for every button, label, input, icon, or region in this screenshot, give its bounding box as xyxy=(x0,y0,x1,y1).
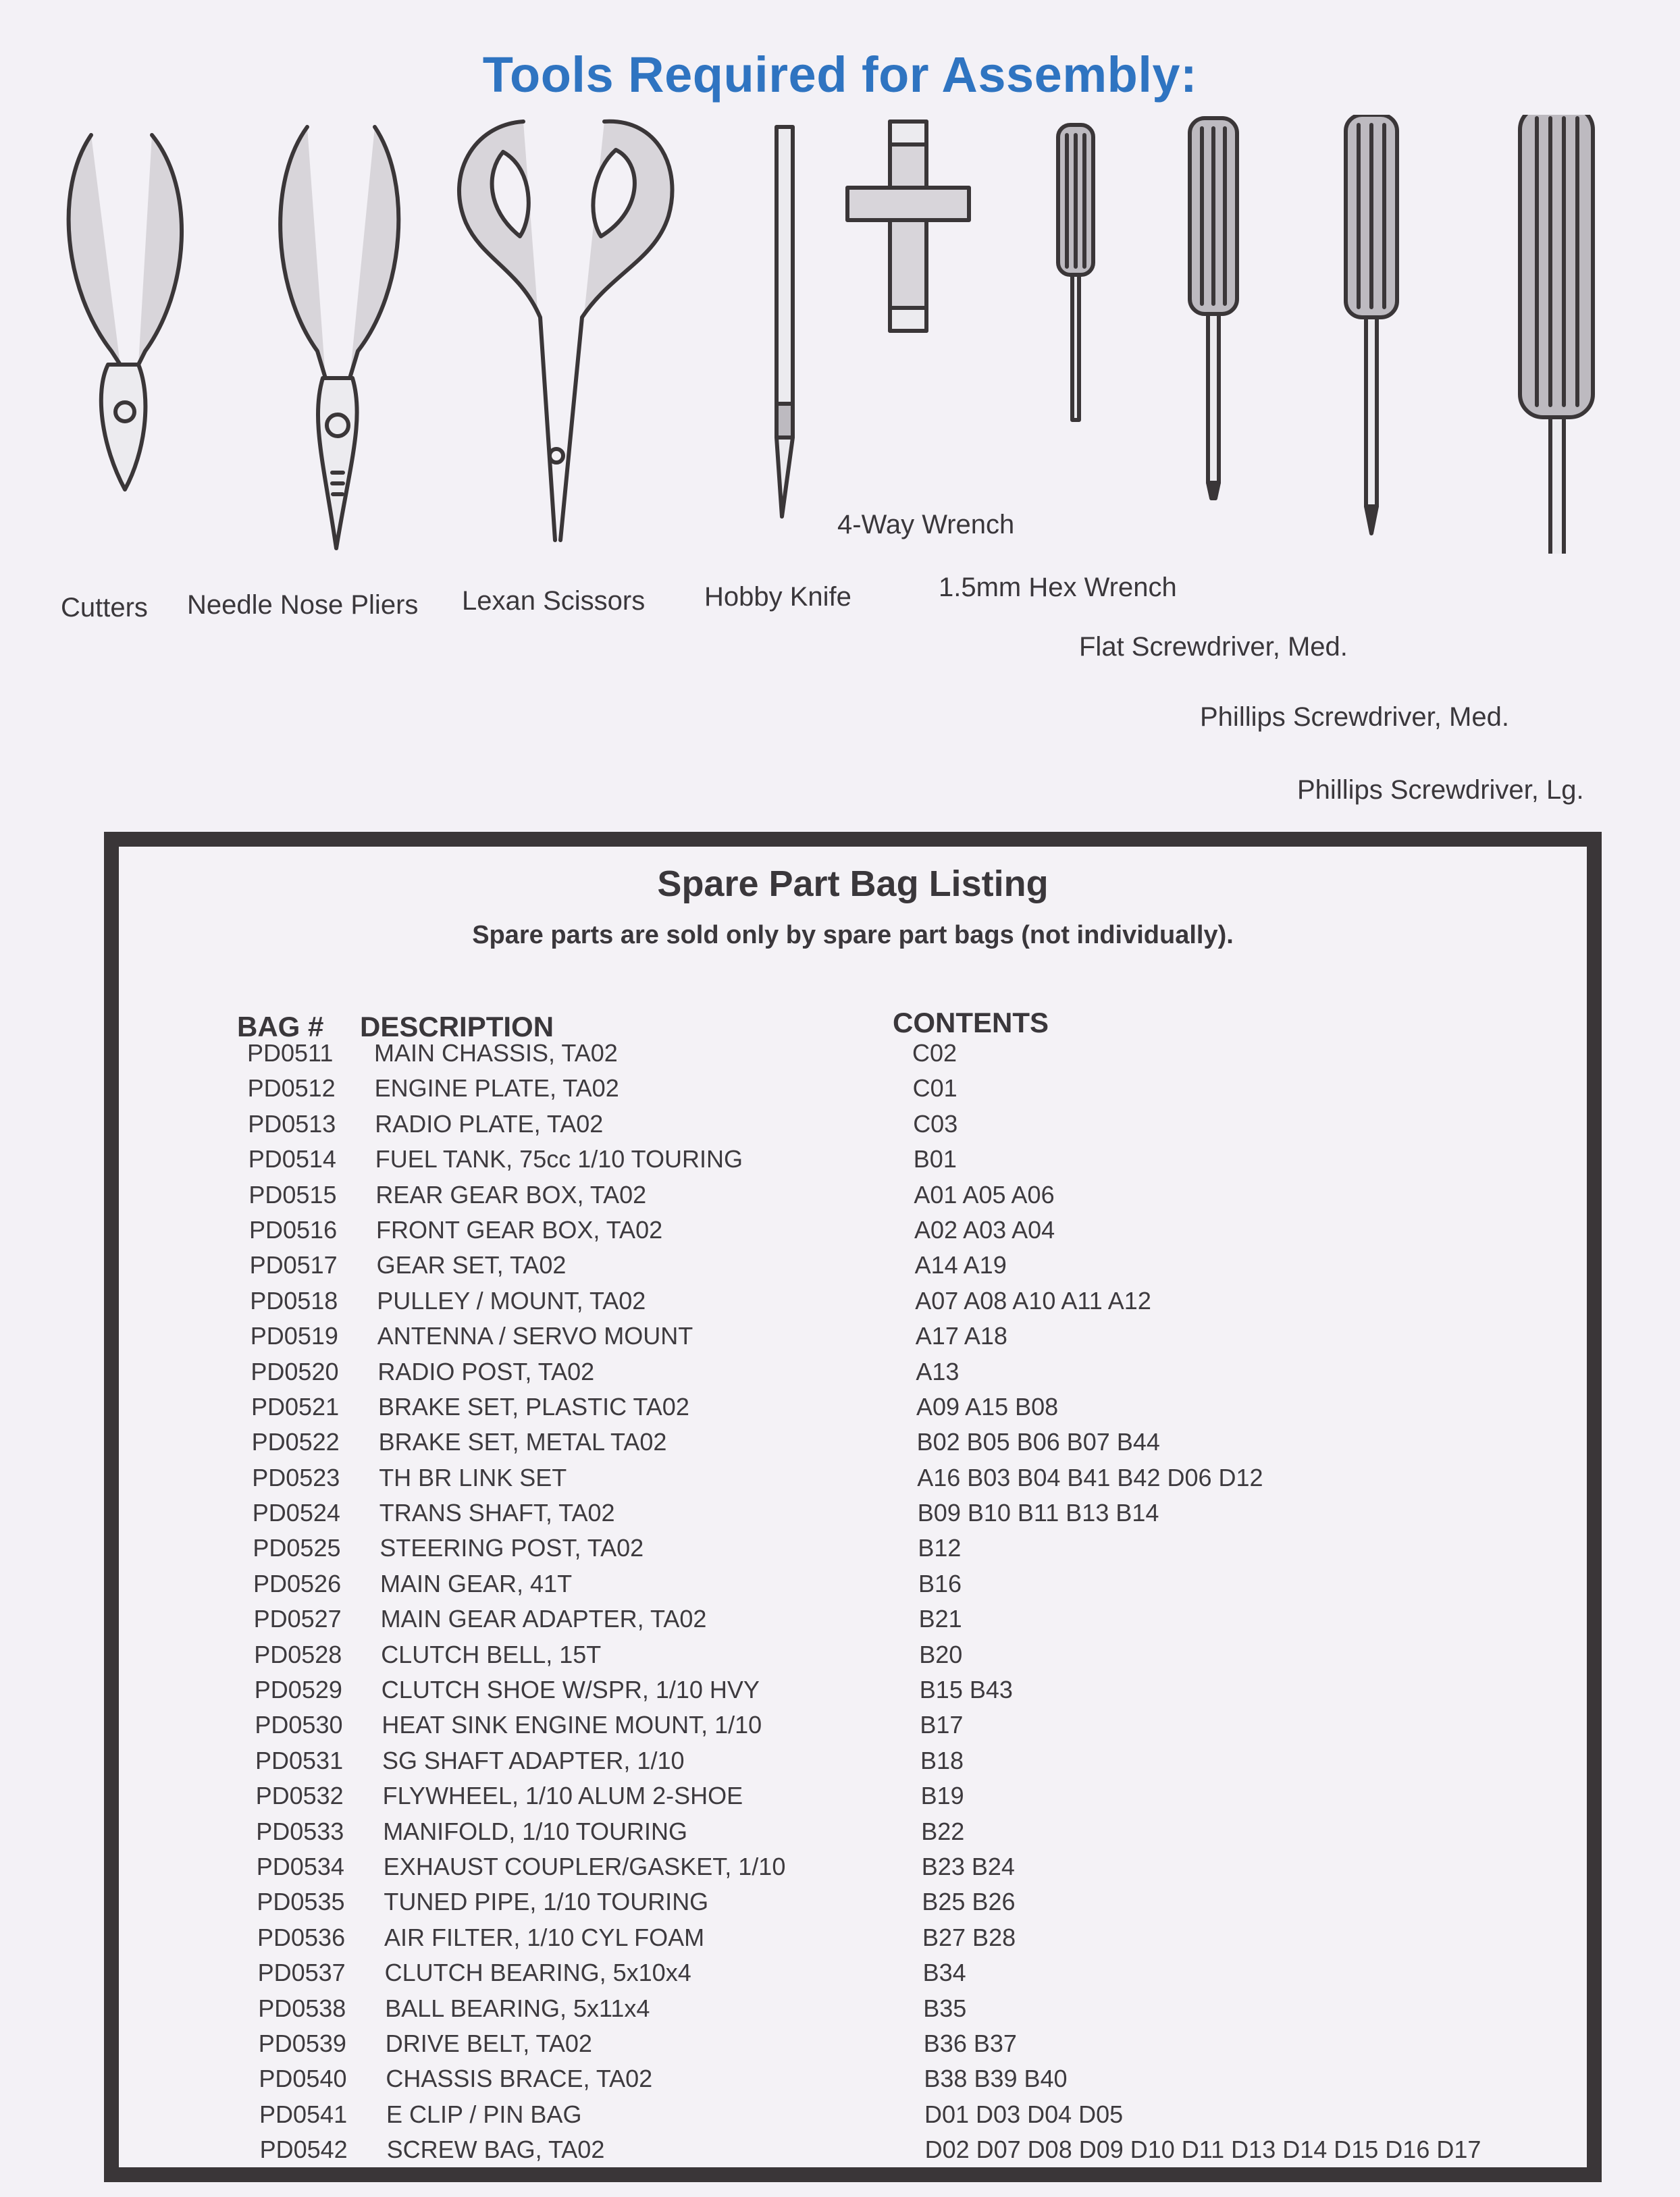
part-contents: B25 B26 xyxy=(922,1888,1016,1916)
bag-number: PD0521 xyxy=(251,1392,340,1421)
bag-number: PD0525 xyxy=(253,1534,341,1562)
table-row xyxy=(253,1499,1598,1534)
bag-number: PD0518 xyxy=(250,1286,338,1315)
part-description: E CLIP / PIN BAG xyxy=(386,2100,582,2128)
part-contents: B15 B43 xyxy=(919,1676,1013,1704)
part-contents: B20 xyxy=(919,1640,963,1668)
table-row xyxy=(259,2100,1598,2136)
part-description: FLYWHEEL, 1/10 ALUM 2-SHOE xyxy=(382,1782,743,1810)
bag-number: PD0516 xyxy=(249,1215,338,1244)
part-description: REAR GEAR BOX, TA02 xyxy=(375,1180,647,1209)
tool-label-hobby-knife: Hobby Knife xyxy=(704,582,851,612)
header-description: DESCRIPTION xyxy=(360,1011,554,1042)
table-row xyxy=(256,1818,1598,1853)
bag-number: PD0513 xyxy=(248,1109,336,1138)
bag-number: PD0539 xyxy=(258,2029,346,2057)
part-description: ENGINE PLATE, TA02 xyxy=(374,1074,619,1103)
table-row xyxy=(258,1994,1598,2030)
part-contents: B35 xyxy=(923,1994,967,2022)
bag-number: PD0526 xyxy=(253,1569,342,1597)
hex-wrench-icon xyxy=(1058,125,1093,420)
part-description: MAIN GEAR, 41T xyxy=(380,1569,573,1597)
bag-number: PD0517 xyxy=(249,1251,338,1279)
flat-screwdriver-icon xyxy=(1190,118,1237,498)
part-contents: A07 A08 A10 A11 A12 xyxy=(915,1286,1151,1315)
table-row xyxy=(248,1110,1598,1145)
table-row xyxy=(254,1641,1598,1676)
part-contents: B36 B37 xyxy=(923,2029,1017,2057)
part-description: EXHAUST COUPLER/GASKET, 1/10 xyxy=(383,1852,786,1880)
part-description: FRONT GEAR BOX, TA02 xyxy=(376,1215,663,1244)
bag-number: PD0529 xyxy=(254,1676,342,1704)
part-contents: B19 xyxy=(920,1782,964,1810)
bag-number: PD0534 xyxy=(256,1852,344,1880)
bag-number: PD0540 xyxy=(259,2065,347,2093)
table-row xyxy=(247,1039,1598,1074)
part-description: TUNED PIPE, 1/10 TOURING xyxy=(384,1888,709,1916)
table-row xyxy=(256,1782,1598,1817)
spare-part-listing-box xyxy=(104,832,1602,2182)
bag-number: PD0530 xyxy=(255,1711,343,1739)
part-contents: B16 xyxy=(918,1569,962,1597)
bag-number: PD0527 xyxy=(253,1605,342,1633)
part-contents: B23 B24 xyxy=(921,1852,1015,1880)
table-row xyxy=(255,1711,1598,1746)
phillips-screwdriver-lg-icon xyxy=(1520,115,1593,554)
part-description: STEERING POST, TA02 xyxy=(379,1534,644,1562)
part-description: PULLEY / MOUNT, TA02 xyxy=(377,1286,646,1315)
table-row xyxy=(259,2065,1598,2100)
hobby-knife-icon xyxy=(777,127,793,517)
bag-number: PD0524 xyxy=(252,1499,340,1527)
part-description: CLUTCH BEARING, 5x10x4 xyxy=(384,1959,691,1987)
part-contents: A14 A19 xyxy=(914,1251,1007,1279)
tool-label-cutters: Cutters xyxy=(61,593,148,623)
bag-number: PD0538 xyxy=(258,1994,346,2022)
tool-label-phillips-screwdriver-med: Phillips Screwdriver, Med. xyxy=(1200,702,1509,732)
bag-number: PD0511 xyxy=(247,1039,334,1067)
part-contents: B21 xyxy=(918,1605,962,1633)
table-row xyxy=(254,1605,1598,1640)
header-contents: CONTENTS xyxy=(893,1007,1049,1038)
part-contents: B22 xyxy=(921,1817,965,1845)
bag-number: PD0537 xyxy=(257,1959,346,1987)
part-contents: A13 xyxy=(916,1357,960,1385)
bag-number: PD0522 xyxy=(251,1428,340,1456)
table-row xyxy=(259,2030,1598,2065)
part-contents: C03 xyxy=(913,1109,958,1138)
cutters-icon xyxy=(69,135,182,489)
part-contents: C02 xyxy=(912,1039,957,1067)
tool-label-lexan-scissors: Lexan Scissors xyxy=(462,586,646,616)
part-contents: A02 A03 A04 xyxy=(914,1215,1055,1244)
table-row xyxy=(249,1216,1598,1251)
part-contents: C01 xyxy=(912,1074,957,1103)
part-description: TRANS SHAFT, TA02 xyxy=(379,1499,615,1527)
bag-number: PD0541 xyxy=(259,2100,348,2128)
part-contents: B34 xyxy=(922,1959,966,1987)
part-contents: B27 B28 xyxy=(922,1923,1016,1951)
bag-number: PD0531 xyxy=(255,1746,344,1774)
bag-number: PD0512 xyxy=(247,1074,336,1103)
part-description: ANTENNA / SERVO MOUNT xyxy=(377,1322,693,1350)
part-description: CHASSIS BRACE, TA02 xyxy=(386,2065,653,2093)
tool-label-hex-wrench: 1.5mm Hex Wrench xyxy=(939,573,1177,602)
part-contents: A16 B03 B04 B41 B42 D06 D12 xyxy=(917,1463,1263,1491)
part-contents: B01 xyxy=(913,1145,957,1173)
part-description: SCREW BAG, TA02 xyxy=(386,2136,605,2164)
bag-number: PD0533 xyxy=(256,1817,344,1845)
part-description: FUEL TANK, 75cc 1/10 TOURING xyxy=(375,1145,743,1173)
bag-number: PD0523 xyxy=(252,1463,340,1491)
part-contents: B18 xyxy=(920,1746,964,1774)
page-title: Tools Required for Assembly: xyxy=(482,47,1198,103)
table-row xyxy=(250,1287,1598,1322)
bag-number: PD0528 xyxy=(254,1640,342,1668)
table-row xyxy=(253,1570,1598,1605)
part-description: MANIFOLD, 1/10 TOURING xyxy=(383,1817,687,1845)
table-row xyxy=(251,1358,1598,1393)
tool-label-flat-screwdriver: Flat Screwdriver, Med. xyxy=(1079,632,1348,662)
bag-number: PD0514 xyxy=(248,1145,336,1173)
part-description: TH BR LINK SET xyxy=(379,1463,567,1491)
part-description: MAIN GEAR ADAPTER, TA02 xyxy=(380,1605,707,1633)
table-row xyxy=(257,1924,1598,1959)
table-row xyxy=(251,1393,1598,1428)
part-contents: B09 B10 B11 B13 B14 xyxy=(917,1499,1159,1527)
four-way-wrench-icon xyxy=(847,122,969,331)
spare-subtitle: Spare parts are sold only by spare part bags (not individually). xyxy=(472,921,1234,949)
table-row xyxy=(258,1959,1598,1994)
table-row xyxy=(248,1074,1598,1109)
table-row xyxy=(255,1676,1598,1711)
part-contents: A09 A15 B08 xyxy=(916,1392,1059,1421)
tool-label-four-way-wrench: 4-Way Wrench xyxy=(837,510,1015,539)
part-description: CLUTCH BELL, 15T xyxy=(381,1640,602,1668)
part-description: HEAT SINK ENGINE MOUNT, 1/10 xyxy=(382,1711,762,1739)
table-row xyxy=(252,1428,1598,1463)
lexan-scissors-icon xyxy=(459,122,673,540)
bag-number: PD0536 xyxy=(257,1923,346,1951)
tool-label-needle-nose-pliers: Needle Nose Pliers xyxy=(187,590,419,620)
part-contents: B38 B39 B40 xyxy=(924,2065,1068,2093)
part-description: CLUTCH SHOE W/SPR, 1/10 HVY xyxy=(381,1676,760,1704)
header-bag: BAG # xyxy=(237,1011,324,1042)
spare-title: Spare Part Bag Listing xyxy=(657,864,1049,904)
part-contents: D01 D03 D04 D05 xyxy=(924,2100,1124,2128)
table-row xyxy=(257,1853,1598,1888)
part-description: BRAKE SET, PLASTIC TA02 xyxy=(378,1392,689,1421)
part-contents: B17 xyxy=(920,1711,964,1739)
table-row xyxy=(248,1145,1598,1180)
table-row xyxy=(257,1888,1598,1923)
part-description: DRIVE BELT, TA02 xyxy=(385,2029,592,2057)
part-description: RADIO POST, TA02 xyxy=(377,1357,595,1385)
table-row xyxy=(255,1747,1598,1782)
part-contents: A01 A05 A06 xyxy=(914,1180,1055,1209)
part-description: BRAKE SET, METAL TA02 xyxy=(378,1428,667,1456)
tools-illustration xyxy=(0,115,1680,554)
part-description: MAIN CHASSIS, TA02 xyxy=(374,1039,618,1067)
bag-number: PD0519 xyxy=(250,1322,338,1350)
bag-number: PD0542 xyxy=(259,2136,348,2164)
part-description: AIR FILTER, 1/10 CYL FOAM xyxy=(384,1923,705,1951)
part-description: BALL BEARING, 5x11x4 xyxy=(385,1994,650,2022)
bag-number: PD0515 xyxy=(248,1180,337,1209)
bag-number: PD0535 xyxy=(257,1888,345,1916)
part-description: SG SHAFT ADAPTER, 1/10 xyxy=(382,1746,685,1774)
part-description: RADIO PLATE, TA02 xyxy=(375,1109,604,1138)
bag-number: PD0532 xyxy=(255,1782,344,1810)
part-contents: B12 xyxy=(918,1534,962,1562)
table-row xyxy=(251,1322,1598,1357)
part-contents: B02 B05 B06 B07 B44 xyxy=(916,1428,1160,1456)
table-row xyxy=(250,1251,1598,1286)
parts-list xyxy=(247,1039,1598,2171)
table-row xyxy=(252,1464,1598,1499)
table-row xyxy=(260,2136,1598,2171)
phillips-screwdriver-med-icon xyxy=(1346,115,1397,533)
part-contents: A17 A18 xyxy=(915,1322,1007,1350)
table-row xyxy=(253,1534,1598,1569)
tool-label-phillips-screwdriver-lg: Phillips Screwdriver, Lg. xyxy=(1297,775,1584,805)
needle-nose-pliers-icon xyxy=(280,127,398,548)
table-row xyxy=(248,1181,1598,1216)
part-contents: D02 D07 D08 D09 D10 D11 D13 D14 D15 D16 D17 xyxy=(924,2136,1481,2164)
bag-number: PD0520 xyxy=(251,1357,339,1385)
part-description: GEAR SET, TA02 xyxy=(376,1251,567,1279)
